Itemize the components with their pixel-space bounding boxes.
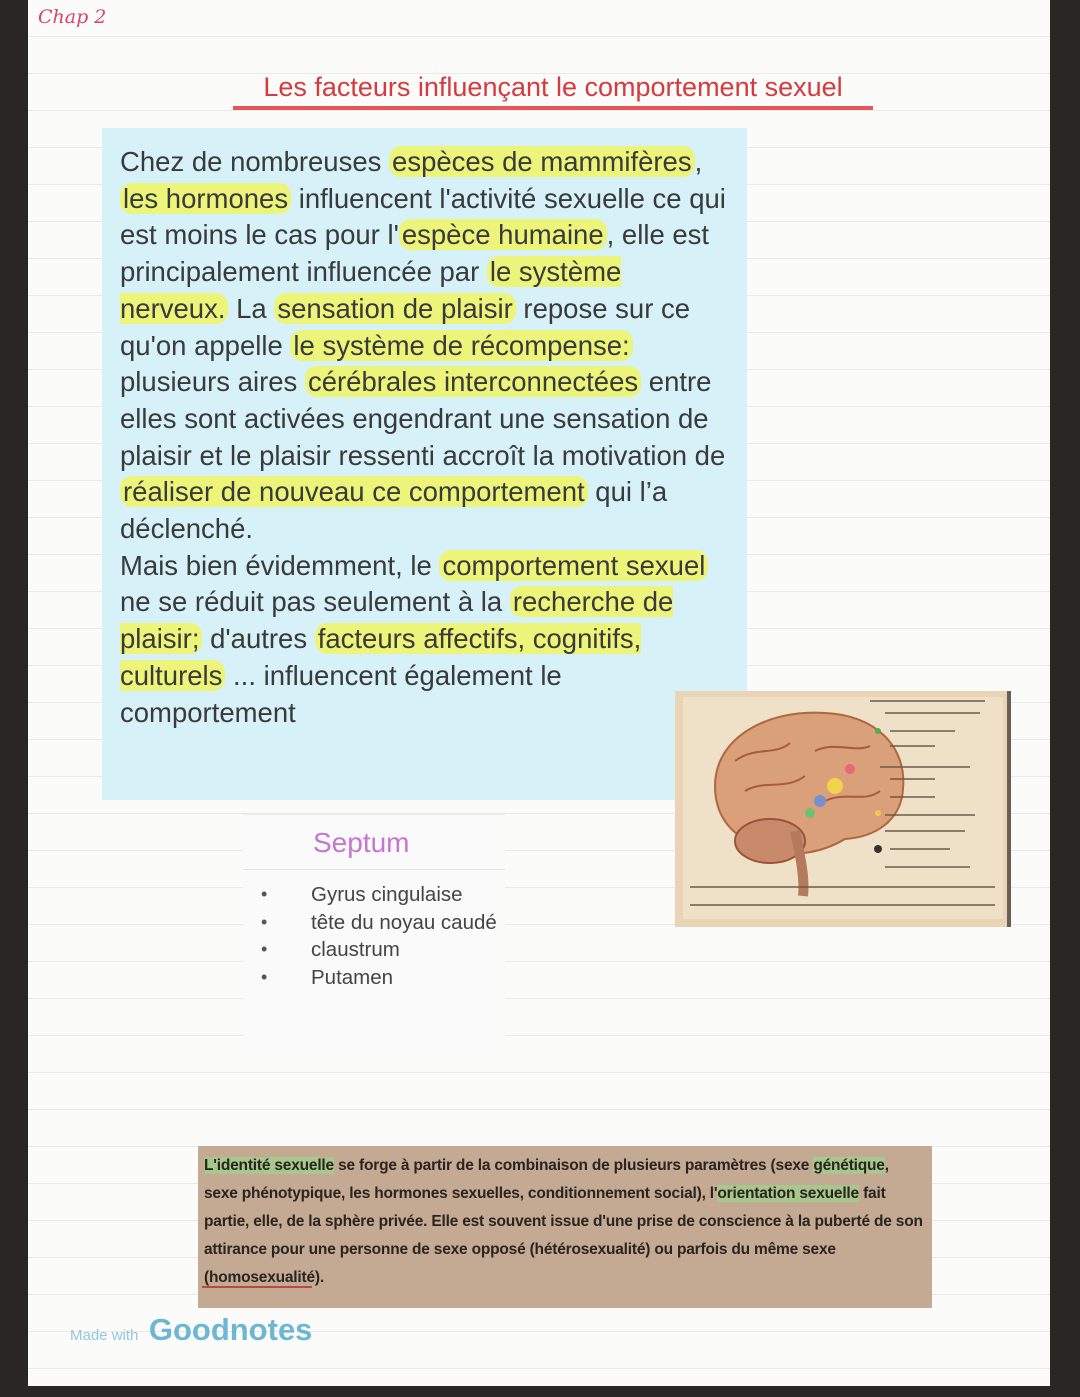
highlighted-text: le système de récompense: — [290, 330, 632, 361]
text-segment: d'autres — [202, 623, 315, 655]
text-segment: , — [694, 146, 703, 177]
highlighted-text: comportement sexuel — [439, 550, 708, 581]
septum-title: Septum — [313, 827, 410, 858]
marker-yellow — [827, 778, 843, 794]
highlighted-text: L'identité sexuelle — [204, 1157, 334, 1174]
text-segment: ne se réduit pas seulement à la — [120, 586, 510, 618]
list-item: • tête du noyau caudé — [261, 909, 501, 937]
highlighted-text: sensation de plaisir — [274, 293, 515, 324]
highlighted-text: recherche de plaisir; — [120, 586, 674, 655]
text-segment: , elle est principalement influencée par — [120, 219, 710, 288]
list-item: • Putamen — [261, 964, 501, 992]
text-segment: fait partie, elle, de la sphère privée. Elle est souvent issue d'une prise de conscience à la puberté de son attirance pour une personne de sexe opposé (hétérosexualité) ou parfois du même sexe (homosexualité). — [204, 1185, 923, 1286]
septum-list — [261, 881, 501, 991]
marker-blue — [814, 795, 826, 807]
text-segment: , sexe phénotypique, les hormones sexuelles, conditionnement social), l' — [204, 1157, 889, 1202]
highlighted-text: le système nerveux. — [120, 256, 622, 324]
marker-green — [805, 808, 815, 818]
legend-photo — [198, 1146, 932, 1308]
main-text-box — [102, 128, 747, 800]
underline-mark — [202, 1286, 312, 1288]
text-segment: ... influencent également le comportement — [120, 659, 562, 728]
page-title: Les facteurs influençant le comportement sexuel — [233, 72, 873, 110]
highlighted-text: réaliser de nouveau ce comportement — [120, 476, 588, 507]
text-segment: Chez de nombreuses — [120, 146, 390, 177]
notebook-page — [28, 0, 1050, 1386]
septum-divider — [243, 869, 505, 870]
text-segment: entre elles sont activées engendrant une sensation de plaisir et le plaisir ressenti accroît la motivation de — [120, 366, 726, 471]
text-segment: Mais bien évidemment, le — [120, 549, 440, 581]
text-segment: plusieurs aires — [120, 366, 305, 398]
list-item: • Gyrus cingulaise — [261, 881, 501, 909]
text-segment: qui l’a déclenché. — [120, 476, 668, 545]
brain-drawing — [675, 691, 1011, 927]
highlighted-text: facteurs affectifs, cognitifs, culturels — [120, 623, 642, 691]
highlighted-text: orientation sexuelle — [717, 1185, 859, 1202]
main-paragraph — [120, 144, 735, 731]
text-segment: La — [228, 292, 275, 324]
highlighted-text: génétique — [813, 1157, 885, 1174]
highlighted-text: espèces de mammifères — [389, 146, 695, 177]
brain-diagram-photo — [675, 691, 1011, 927]
marker-red — [845, 764, 855, 774]
highlighted-text: les hormones — [120, 183, 291, 214]
text-segment: repose sur ce qu'on appelle — [120, 292, 691, 361]
identity-paragraph — [204, 1152, 926, 1292]
footer-watermark — [70, 1312, 312, 1348]
brand-logo: Goodnotes — [148, 1312, 313, 1347]
highlighted-text: espèce humaine — [399, 219, 607, 250]
list-item: • claustrum — [261, 936, 501, 964]
highlighted-text: cérébrales interconnectées — [305, 366, 641, 397]
text-segment: influencent l'activité sexuelle ce qui est moins le cas pour l' — [120, 182, 726, 251]
septum-card — [243, 814, 505, 1055]
made-with-label: Made with — [70, 1327, 139, 1344]
text-segment: se forge à partir de la combinaison de plusieurs paramètres (sexe — [333, 1157, 814, 1174]
chapter-label: Chap 2 — [38, 6, 107, 28]
